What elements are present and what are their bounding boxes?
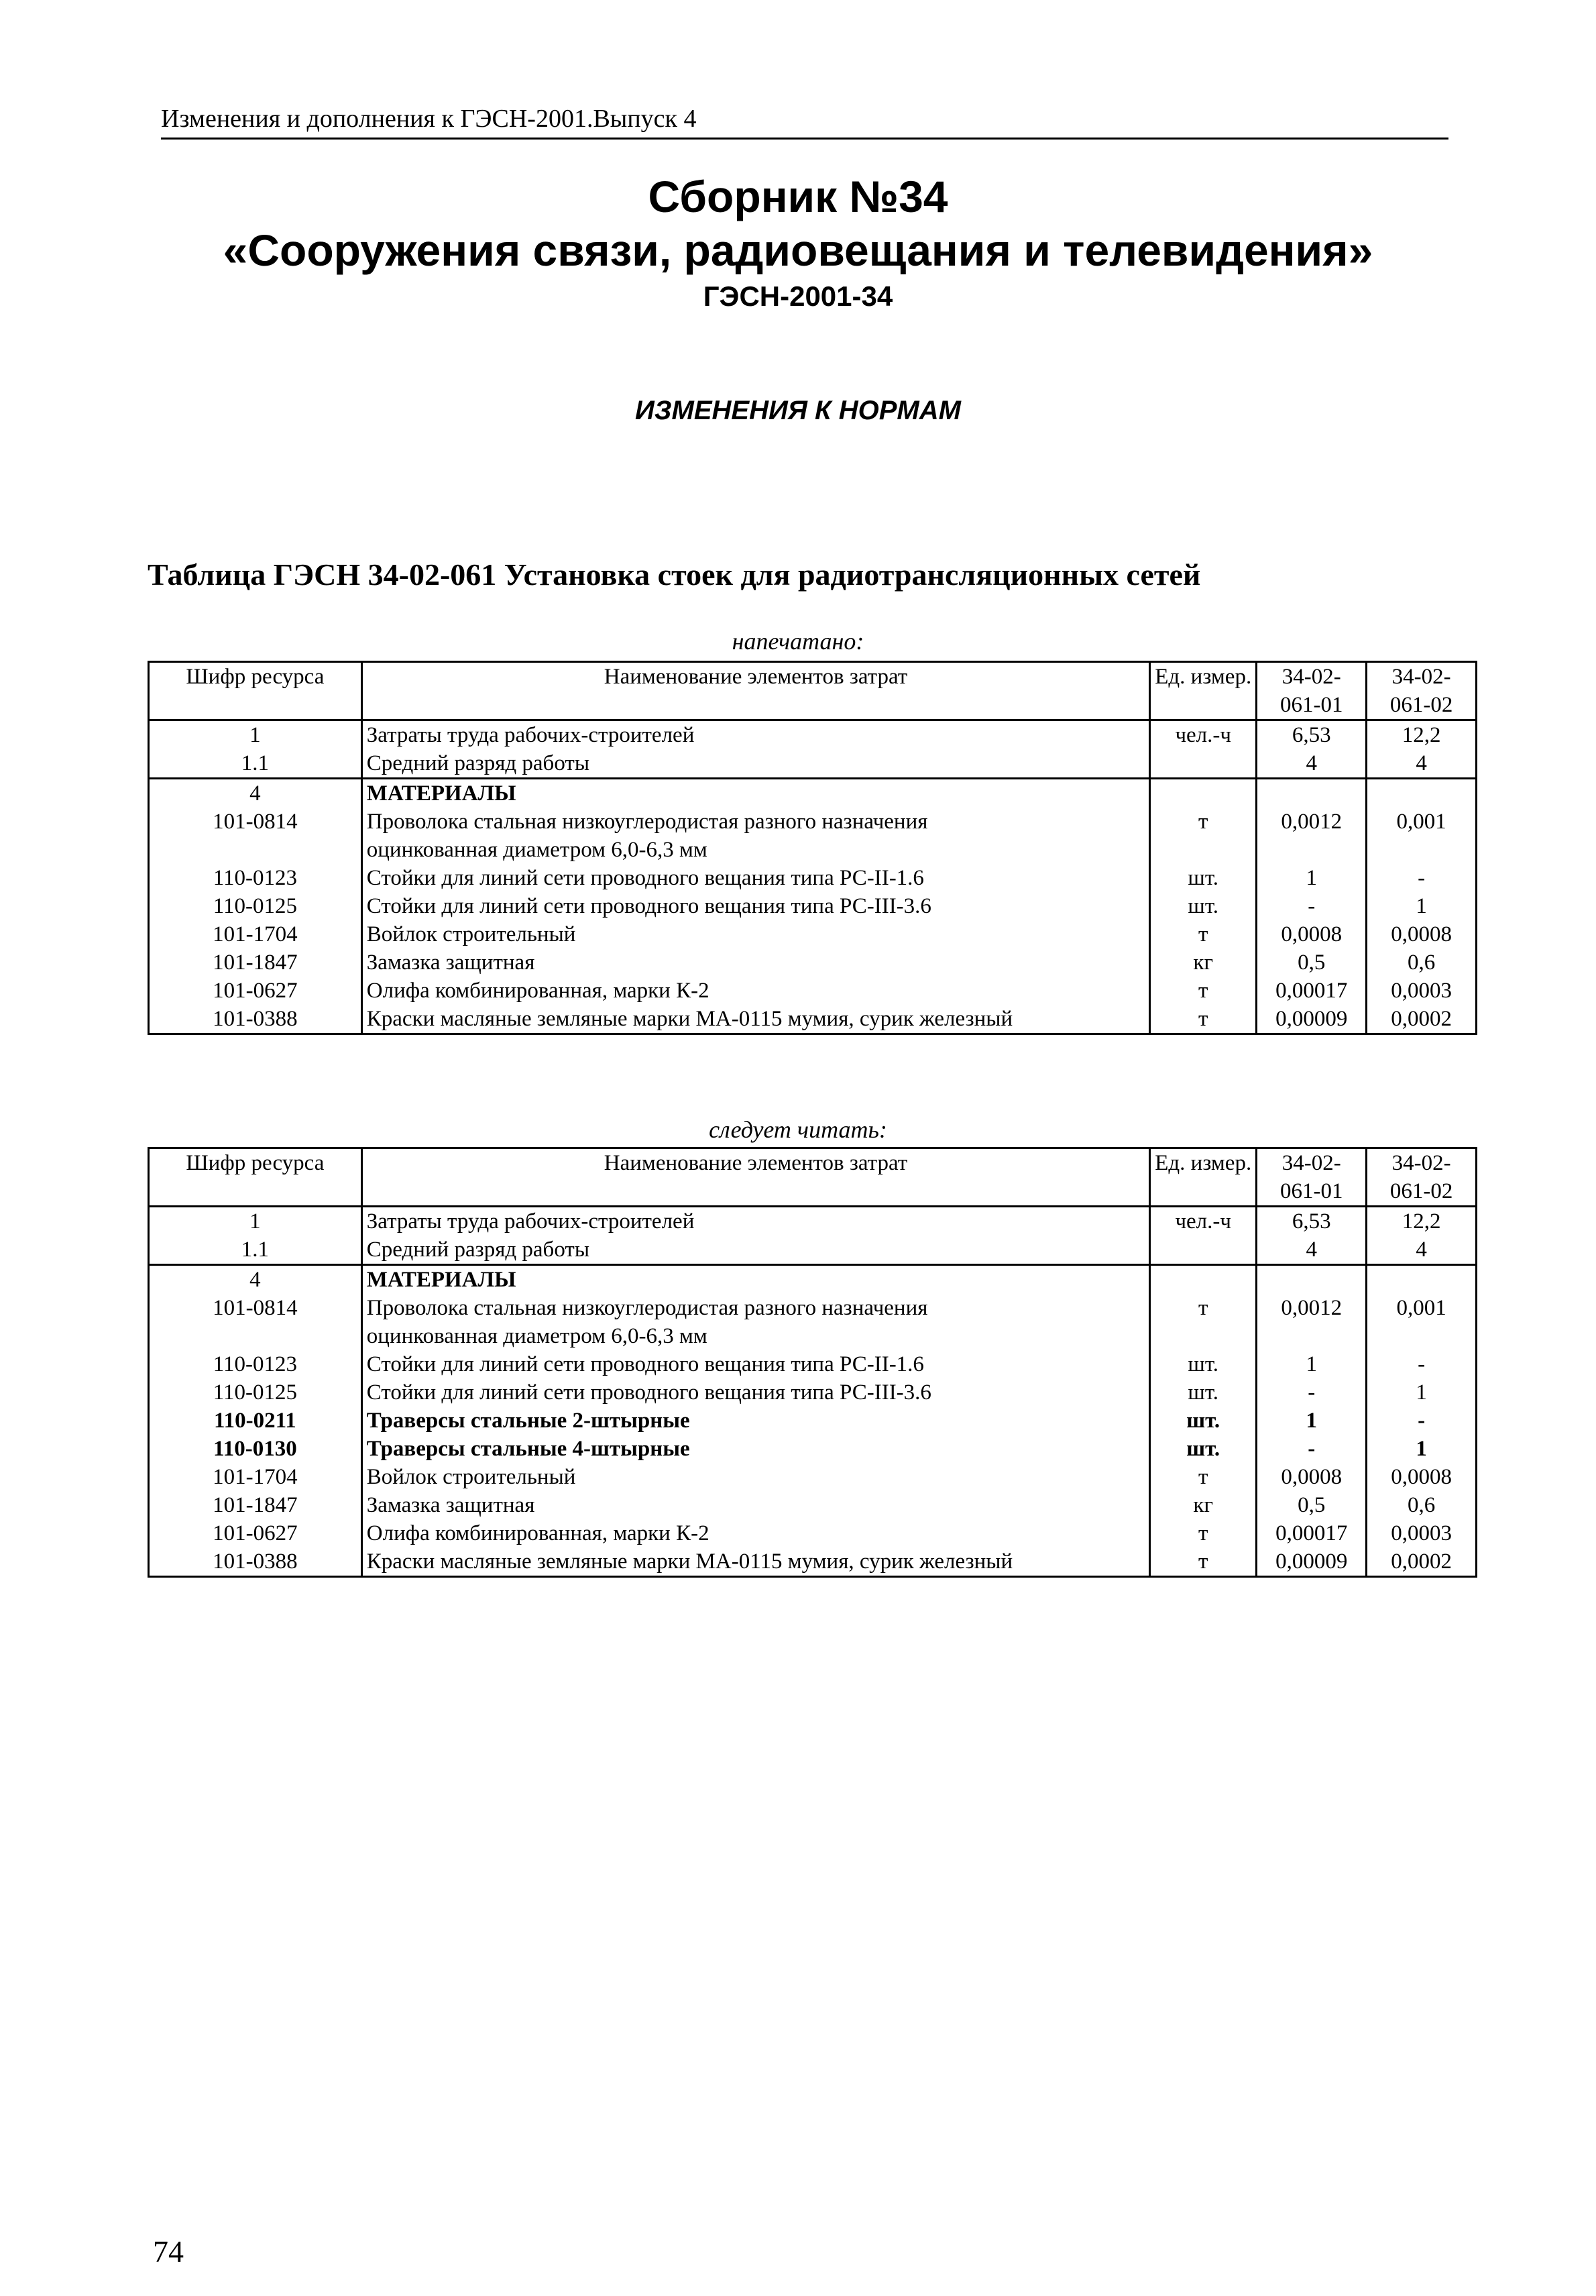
row-v2: 1 (1367, 1378, 1477, 1407)
corrected-table (148, 1147, 1477, 1578)
row-name: Олифа комбинированная, марки К-2 (361, 977, 1149, 1005)
row-v2: 0,001 (1367, 1294, 1477, 1322)
row-v1: 0,00009 (1257, 1005, 1367, 1034)
table-row (149, 1322, 1477, 1350)
row-v1: 0,0012 (1257, 808, 1367, 836)
row-code: 1.1 (149, 1236, 362, 1265)
row-v1 (1257, 1265, 1367, 1295)
row-v1 (1257, 836, 1367, 864)
row-name: оцинкованная диаметром 6,0-6,3 мм (361, 836, 1149, 864)
table-row (149, 779, 1477, 808)
row-v1: - (1257, 1435, 1367, 1463)
row-unit: чел.-ч (1150, 720, 1257, 750)
row-name: Войлок строительный (361, 1463, 1149, 1491)
row-name: Траверсы стальные 4-штырные (361, 1435, 1149, 1463)
printed-caption: напечатано: (732, 628, 864, 655)
row-v2 (1367, 1265, 1477, 1295)
table-row (149, 1207, 1477, 1236)
row-unit: т (1150, 1005, 1257, 1034)
row-v2: 0,6 (1367, 948, 1477, 977)
row-v2 (1367, 1322, 1477, 1350)
row-name: Замазка защитная (361, 948, 1149, 977)
col-v1-header-bottom: 061-01 (1279, 693, 1343, 717)
row-v2: 12,2 (1367, 1207, 1477, 1236)
row-name: МАТЕРИАЛЫ (361, 1265, 1149, 1295)
col-code-header: Шифр ресурса (149, 662, 362, 720)
row-unit (1150, 779, 1257, 808)
row-code (149, 1322, 362, 1350)
col-v1-header-bottom: 061-01 (1279, 1179, 1343, 1203)
row-name: Средний разряд работы (361, 1236, 1149, 1265)
row-unit (1150, 836, 1257, 864)
table-row (149, 1236, 1477, 1265)
row-v1: - (1257, 1378, 1367, 1407)
table-row (149, 1005, 1477, 1034)
row-v2: 0,0002 (1367, 1005, 1477, 1034)
row-code: 110-0130 (149, 1435, 362, 1463)
row-code: 101-0627 (149, 977, 362, 1005)
row-v1: 0,00017 (1257, 977, 1367, 1005)
row-v2: 1 (1367, 1435, 1477, 1463)
row-v1: 0,0012 (1257, 1294, 1367, 1322)
col-unit-header: Ед. измер. (1150, 1148, 1257, 1207)
row-name: Траверсы стальные 2-штырные (361, 1407, 1149, 1435)
table-row (149, 864, 1477, 892)
row-name: оцинкованная диаметром 6,0-6,3 мм (361, 1322, 1149, 1350)
row-v1: 6,53 (1257, 720, 1367, 750)
running-header: Изменения и дополнения к ГЭСН-2001.Выпуск 4 (161, 105, 697, 133)
row-name: Стойки для линий сети проводного вещания типа РС-II-1.6 (361, 1350, 1149, 1378)
row-code: 101-0388 (149, 1005, 362, 1034)
row-name: Средний разряд работы (361, 749, 1149, 779)
header-divider (161, 138, 1448, 140)
row-unit: т (1150, 1547, 1257, 1577)
row-unit: т (1150, 1294, 1257, 1322)
row-v2: 1 (1367, 892, 1477, 920)
table-row (149, 977, 1477, 1005)
row-name: Затраты труда рабочих-строителей (361, 720, 1149, 750)
row-code: 101-1704 (149, 1463, 362, 1491)
row-code: 1.1 (149, 749, 362, 779)
row-v1: 6,53 (1257, 1207, 1367, 1236)
row-unit: шт. (1150, 1378, 1257, 1407)
col-v2-header (1367, 662, 1477, 720)
row-code: 4 (149, 779, 362, 808)
row-unit (1150, 1265, 1257, 1295)
collection-title: Сборник №34 (648, 172, 948, 221)
col-v2-header (1367, 1148, 1477, 1207)
row-v1: 4 (1257, 1236, 1367, 1265)
row-v2: - (1367, 1407, 1477, 1435)
row-unit: чел.-ч (1150, 1207, 1257, 1236)
row-name: Затраты труда рабочих-строителей (361, 1207, 1149, 1236)
col-v2-header-bottom: 061-02 (1389, 693, 1453, 717)
row-code: 110-0123 (149, 1350, 362, 1378)
table-row (149, 720, 1477, 750)
row-unit: т (1150, 977, 1257, 1005)
row-name: Краски масляные земляные марки МА-0115 мумия, сурик железный (361, 1547, 1149, 1577)
col-code-header: Шифр ресурса (149, 1148, 362, 1207)
row-unit: шт. (1150, 1407, 1257, 1435)
row-unit: шт. (1150, 1435, 1257, 1463)
table-row (149, 920, 1477, 948)
row-unit: шт. (1150, 864, 1257, 892)
table-row (149, 892, 1477, 920)
row-v1: 0,5 (1257, 948, 1367, 977)
row-v2: 4 (1367, 749, 1477, 779)
row-unit: т (1150, 1519, 1257, 1547)
corrected-caption: следует читать: (709, 1116, 887, 1143)
row-v1 (1257, 1322, 1367, 1350)
row-code: 1 (149, 1207, 362, 1236)
row-v2: 4 (1367, 1236, 1477, 1265)
table-row (149, 1294, 1477, 1322)
row-unit: кг (1150, 948, 1257, 977)
col-name-header: Наименование элементов затрат (361, 1148, 1149, 1207)
row-v1: 1 (1257, 1407, 1367, 1435)
row-unit (1150, 1236, 1257, 1265)
table-row (149, 808, 1477, 836)
row-code: 101-0627 (149, 1519, 362, 1547)
row-name: Краски масляные земляные марки МА-0115 мумия, сурик железный (361, 1005, 1149, 1034)
col-v1-header-top: 34-02- (1281, 1151, 1341, 1175)
row-code: 101-0814 (149, 1294, 362, 1322)
row-v1: 0,5 (1257, 1491, 1367, 1519)
row-v2: 0,6 (1367, 1491, 1477, 1519)
row-code: 110-0125 (149, 892, 362, 920)
table-row (149, 1547, 1477, 1577)
col-v1-header (1257, 1148, 1367, 1207)
row-name: Проволока стальная низкоуглеродистая разного назначения (361, 808, 1149, 836)
table-row (149, 1378, 1477, 1407)
row-unit (1150, 749, 1257, 779)
row-unit: шт. (1150, 892, 1257, 920)
row-name: Стойки для линий сети проводного вещания типа РС-III-3.6 (361, 1378, 1149, 1407)
row-v2: 0,001 (1367, 808, 1477, 836)
row-code: 101-1704 (149, 920, 362, 948)
row-code: 110-0211 (149, 1407, 362, 1435)
row-code: 1 (149, 720, 362, 750)
col-name-header: Наименование элементов затрат (361, 662, 1149, 720)
page-number: 74 (153, 2234, 184, 2268)
row-v2: 0,0003 (1367, 1519, 1477, 1547)
col-v1-header-top: 34-02- (1281, 665, 1341, 689)
row-v1: 0,00009 (1257, 1547, 1367, 1577)
col-v2-header-top: 34-02- (1391, 665, 1451, 689)
row-v1: 1 (1257, 1350, 1367, 1378)
table-row (149, 749, 1477, 779)
row-v2 (1367, 779, 1477, 808)
row-code: 101-0388 (149, 1547, 362, 1577)
row-code: 110-0123 (149, 864, 362, 892)
col-v2-header-bottom: 061-02 (1389, 1179, 1453, 1203)
row-unit: т (1150, 920, 1257, 948)
table-header-row (149, 662, 1477, 720)
table-row (149, 1350, 1477, 1378)
row-name: Проволока стальная низкоуглеродистая разного назначения (361, 1294, 1149, 1322)
row-v1: 4 (1257, 749, 1367, 779)
row-name: Стойки для линий сети проводного вещания типа РС-II-1.6 (361, 864, 1149, 892)
table-row (149, 1265, 1477, 1295)
row-unit: шт. (1150, 1350, 1257, 1378)
table-row (149, 948, 1477, 977)
table-row-added (149, 1435, 1477, 1463)
printed-table (148, 661, 1477, 1035)
row-code: 101-1847 (149, 1491, 362, 1519)
row-unit: т (1150, 1463, 1257, 1491)
row-v2: - (1367, 1350, 1477, 1378)
col-v2-header-top: 34-02- (1391, 1151, 1451, 1175)
row-name: МАТЕРИАЛЫ (361, 779, 1149, 808)
row-v1: 0,0008 (1257, 1463, 1367, 1491)
row-unit: т (1150, 808, 1257, 836)
row-v1: 0,0008 (1257, 920, 1367, 948)
row-name: Стойки для линий сети проводного вещания типа РС-III-3.6 (361, 892, 1149, 920)
row-unit (1150, 1322, 1257, 1350)
row-code: 101-1847 (149, 948, 362, 977)
row-v1: - (1257, 892, 1367, 920)
row-code: 101-0814 (149, 808, 362, 836)
table-header-row (149, 1148, 1477, 1207)
collection-subtitle: «Сооружения связи, радиовещания и телевидения» (223, 225, 1373, 275)
row-v2: - (1367, 864, 1477, 892)
row-v1: 1 (1257, 864, 1367, 892)
collection-code: ГЭСН-2001-34 (703, 280, 893, 312)
row-code (149, 836, 362, 864)
row-v2: 12,2 (1367, 720, 1477, 750)
row-v2: 0,0002 (1367, 1547, 1477, 1577)
table-row (149, 836, 1477, 864)
row-v1: 0,00017 (1257, 1519, 1367, 1547)
row-unit: кг (1150, 1491, 1257, 1519)
row-v2: 0,0003 (1367, 977, 1477, 1005)
col-v1-header (1257, 662, 1367, 720)
row-v2: 0,0008 (1367, 1463, 1477, 1491)
table-row (149, 1519, 1477, 1547)
row-v1 (1257, 779, 1367, 808)
section-heading: ИЗМЕНЕНИЯ К НОРМАМ (635, 396, 961, 425)
table-row-added (149, 1407, 1477, 1435)
row-name: Войлок строительный (361, 920, 1149, 948)
col-unit-header: Ед. измер. (1150, 662, 1257, 720)
table-row (149, 1463, 1477, 1491)
row-name: Олифа комбинированная, марки К-2 (361, 1519, 1149, 1547)
row-code: 110-0125 (149, 1378, 362, 1407)
row-code: 4 (149, 1265, 362, 1295)
row-v2: 0,0008 (1367, 920, 1477, 948)
row-name: Замазка защитная (361, 1491, 1149, 1519)
row-v2 (1367, 836, 1477, 864)
table-row (149, 1491, 1477, 1519)
table-title: Таблица ГЭСН 34-02-061 Установка стоек для радиотрансляционных сетей (148, 557, 1201, 592)
